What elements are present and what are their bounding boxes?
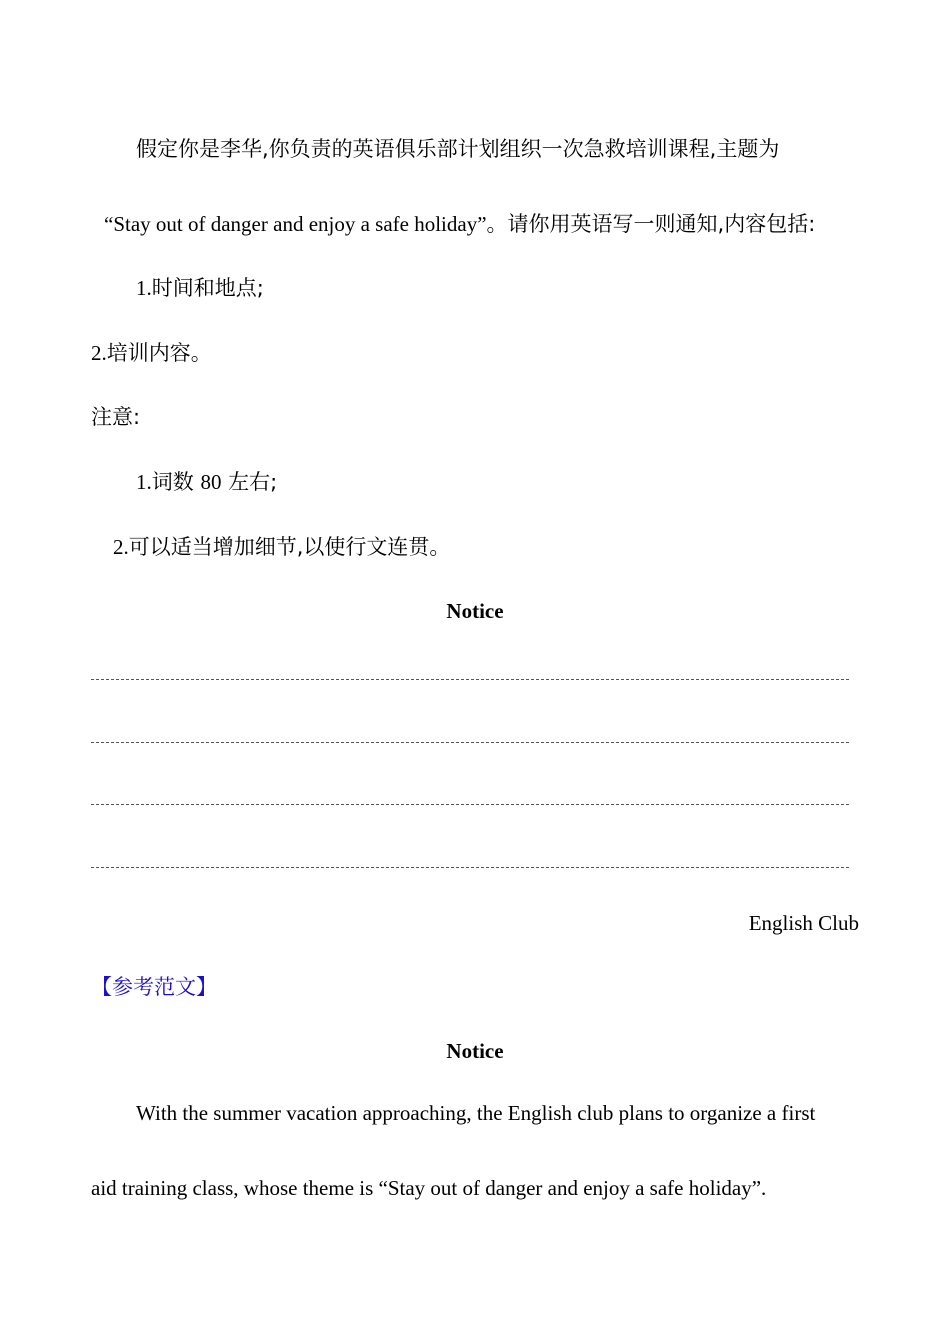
- reference-title: Notice: [446, 1039, 504, 1063]
- answer-line-2: [91, 742, 849, 743]
- requirement-1-text: 时间和地点;: [151, 276, 264, 300]
- requirement-2-text: 培训内容。: [106, 341, 212, 365]
- task-intro-line-2: [104, 209, 872, 239]
- theme-quote: “Stay out of danger and enjoy a safe holiday”: [104, 212, 487, 236]
- requirement-2-number: 2.: [91, 341, 107, 365]
- requirement-2: [91, 338, 859, 368]
- answer-line-3: [91, 804, 849, 805]
- note-1-word-count: 80: [200, 470, 222, 494]
- requirement-1: [136, 273, 904, 303]
- notice-title: Notice: [446, 599, 504, 623]
- reference-label: 【参考范文】: [91, 975, 217, 999]
- reference-para-line-1: With the summer vacation approaching, the English club plans to organize a first: [136, 1101, 816, 1125]
- note-1-text-b: 左右;: [221, 470, 278, 494]
- note-1-number: 1.: [136, 470, 152, 494]
- task-intro-text-1: 假定你是李华,你负责的英语俱乐部计划组织一次急救培训课程,主题为: [136, 137, 780, 161]
- task-intro-text-2: 。请你用英语写一则通知,内容包括:: [486, 212, 816, 236]
- reference-para-line-2: aid training class, whose theme is “Stay out of danger and enjoy a safe holiday”.: [91, 1176, 767, 1200]
- note-1: [136, 467, 904, 497]
- answer-line-4: [91, 867, 849, 868]
- notice-signature: English Club: [748, 911, 859, 935]
- note-2-number: 2.: [113, 535, 129, 559]
- note-2: [113, 532, 881, 562]
- note-label: [91, 402, 859, 432]
- requirement-1-number: 1.: [136, 276, 152, 300]
- note-label-text: 注意:: [91, 405, 141, 429]
- note-1-text-a: 词数: [151, 470, 201, 494]
- answer-line-1: [91, 679, 849, 680]
- task-intro-line-1: [136, 134, 904, 164]
- note-2-text: 可以适当增加细节,以使行文连贯。: [128, 535, 451, 559]
